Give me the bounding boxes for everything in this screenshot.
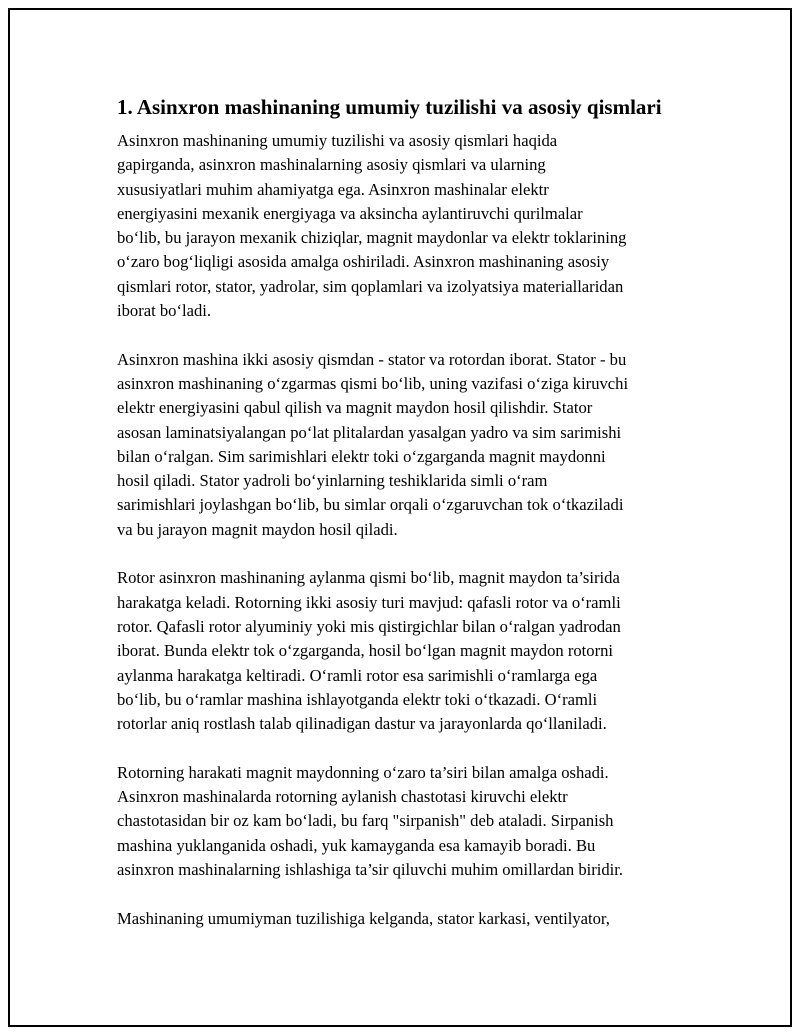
paragraph	[117, 348, 697, 542]
text-line: harakatga keladi. Rotorning ikki asosiy turi mavjud: qafasli rotor va o‘ramli	[117, 592, 621, 612]
text-line: rotorlar aniq rostlash talab qilinadigan dastur va jarayonlarda qo‘llaniladi.	[117, 714, 607, 734]
text-line: Asinxron mashinaning umumiy tuzilishi va asosiy qismlari haqida	[117, 131, 558, 150]
text-line: asosan laminatsiyalangan po‘lat plitalardan yasalgan yadro va sim sarimishi	[117, 422, 622, 442]
text-line: energiyasini mexanik energiyaga va aksincha aylantiruvchi qurilmalar	[117, 203, 583, 223]
paragraph	[117, 761, 697, 882]
text-line: va bu jarayon magnit maydon hosil qiladi.	[117, 519, 398, 539]
text-line: Asinxron mashina ikki asosiy qismdan - stator va rotordan iborat. Stator - bu	[117, 349, 627, 369]
text-line: Rotor asinxron mashinaning aylanma qismi bo‘lib, magnit maydon ta’sirida	[117, 568, 620, 588]
paragraph	[117, 907, 697, 931]
text-line: mashina yuklanganida oshadi, yuk kamayganda esa kamayib boradi. Bu	[117, 835, 596, 855]
text-line: bilan o‘ralgan. Sim sarimishlari elektr toki o‘zgarganda magnit maydonni	[117, 446, 606, 466]
text-line: o‘zaro bog‘liqligi asosida amalga oshiriladi. Asinxron mashinaning asosiy	[117, 252, 610, 272]
text-line: xususiyatlari muhim ahamiyatga ega. Asinxron mashinalar elektr	[117, 179, 549, 199]
document-body	[117, 94, 697, 955]
text-line: Rotorning harakati magnit maydonning o‘zaro ta’siri bilan amalga oshadi.	[117, 762, 609, 782]
text-line: gapirganda, asinxron mashinalarning asosiy qismlari va ularning	[117, 155, 546, 175]
text-line: sarimishlari joylashgan bo‘lib, bu simlar orqali o‘zgaruvchan tok o‘tkaziladi	[117, 495, 624, 515]
text-line: hosil qiladi. Stator yadroli bo‘yinlarning teshiklarida simli o‘ram	[117, 471, 548, 491]
text-line: aylanma harakatga keltiradi. O‘ramli rotor esa sarimishli o‘ramlarga ega	[117, 665, 598, 685]
paragraph	[117, 129, 697, 323]
text-line: asinxron mashinaning o‘zgarmas qismi bo‘lib, uning vazifasi o‘ziga kiruvchi	[117, 373, 629, 393]
text-line: chastotasidan bir oz kam bo‘ladi, bu farq "sirpanish" deb ataladi. Sirpanish	[117, 811, 614, 831]
section-heading: 1. Asinxron mashinaning umumiy tuzilishi va asosiy qismlari	[117, 95, 662, 119]
text-line: Asinxron mashinalarda rotorning aylanish chastotasi kiruvchi elektr	[117, 787, 568, 807]
paragraph	[117, 566, 697, 736]
text-line: rotor. Qafasli rotor alyuminiy yoki mis qistirgichlar bilan o‘ralgan yadrodan	[117, 616, 621, 636]
text-line: iborat. Bunda elektr tok o‘zgarganda, hosil bo‘lgan magnit maydon rotorni	[117, 641, 614, 661]
text-line: bo‘lib, bu o‘ramlar mashina ishlayotganda elektr toki o‘tkazadi. O‘ramli	[117, 689, 598, 709]
text-line: bo‘lib, bu jarayon mexanik chiziqlar, magnit maydonlar va elektr toklarining	[117, 228, 627, 248]
text-line: qismlari rotor, stator, yadrolar, sim qoplamlari va izolyatsiya materiallaridan	[117, 276, 624, 296]
text-line: asinxron mashinalarning ishlashiga ta’sir qiluvchi muhim omillardan biridir.	[117, 859, 624, 879]
text-line: elektr energiyasini qabul qilish va magnit maydon hosil qilishdir. Stator	[117, 398, 593, 418]
text-line: Mashinaning umumiyman tuzilishiga kelganda, stator karkasi, ventilyator,	[117, 908, 610, 928]
text-line: iborat bo‘ladi.	[117, 301, 212, 321]
